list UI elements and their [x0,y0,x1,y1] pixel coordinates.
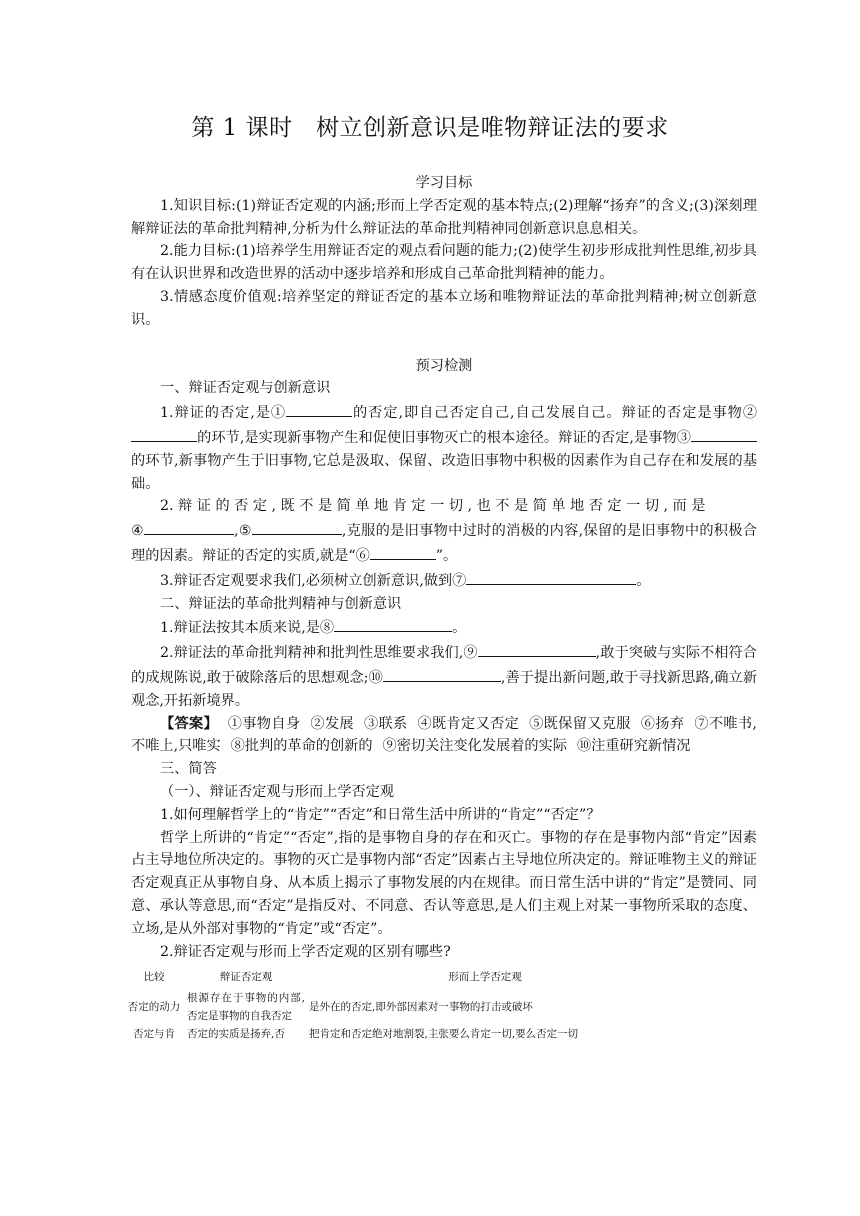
answer-item: ⑥扬弃 [640,715,685,732]
answer-item: ⑧批判的革命的创新的 [230,738,373,755]
question-text: 1.辩证法按其本质来说,是⑧ [160,620,335,637]
subsection-heading: （一）、辩证否定观与形而上学否定观 [160,783,395,800]
question-text: 1.辩证的否定,是① [160,405,287,422]
question-text: 2. 辩 证 的 否 定 , 既 不 是 简 单 地 肯 定 一 切 , 也 不 是 简 单 地 否 定 一 切 , 而 是 [160,498,706,515]
question-3 [131,568,757,593]
answer-blank [691,425,757,442]
question-text: ④ [131,523,145,540]
goals-heading: 学习目标 [415,175,473,191]
answer-blank [478,640,596,657]
answer-item: ③联系 [363,715,408,732]
answer-item: ④既肯定又否定 [417,715,520,732]
page-title: 第 1 课时 树立创新意识是唯物辩证法的要求 [191,115,669,141]
goal-item: 1.知识目标:(1)辩证否定观的内涵;形而上学否定观的基本特点;(2)理解“扬弃”的含义;(3)深刻理解辩证法的革命批判精神,分析为什么辩证法的革命批判精神同创新意识息息相关。 [131,197,757,237]
question-text: ,善于提出新问题,敢于寻找新思路,确立新观念,开拓新境界。 [131,669,758,709]
answer-blank [370,543,436,560]
question-text: 。 [452,620,467,637]
answer-blank [286,400,352,417]
table-header-row [123,965,663,989]
table-header: 比较 [143,971,165,984]
question-text: ,克服的是旧事物中过时的消极的内容,保留的是旧事物中的积极合理的因素。辩证的否定的实质,就是“⑥ [131,523,757,564]
section-heading: 一、辩证否定观与创新意识 [160,380,331,397]
table-cell: 否定的动力 [127,1001,181,1014]
table-cell: 把肯定和否定绝对地割裂,主张要么肯定一切,要么否定一切 [309,1028,579,1041]
table-row [123,1025,663,1043]
answer-blank [144,518,234,535]
document-body [127,172,758,1043]
table-row [123,989,663,1025]
question-text: 。 [636,572,651,589]
question-text: ,敢于突破与实际不相符合的成规陈说,敢于破除落后的思想观念;⑩ [131,645,757,686]
answer-blank [466,568,636,585]
question-2 [131,495,757,567]
answer-paragraph: 哲学上所讲的“肯定”“否定”,指的是事物自身的存在和灭亡。事物的存在是事物内部“肯定”因素占主导地位所决定的。事物的灭亡是事物内部“否定”因素占主导地位所决定的。辩证唯物主义的辩证否定观真正从事物自身、从本质上揭示了事物发展的内在规律。而日常生活中讲的“肯定”是赞同、同意、承认等意思,而“否定”是指反对、不同意、否认等意思,是人们主观上对某一事物所采取的态度、立场,是从外部对事物的“肯定”或“否定”。 [131,829,757,937]
preview-heading: 预习检测 [415,357,473,374]
answer-item: ②发展 [310,715,354,732]
answer-blank [334,615,452,632]
answer-label: 【答案】 [160,715,219,732]
section-heading: 二、辩证法的革命批判精神与创新意识 [160,595,402,612]
question-4 [131,615,757,640]
answer-item: ⑦不唯书,不唯上,只唯实 [131,715,757,755]
table-cell: 否定的实质是扬弃,否 [187,1028,285,1041]
question-5 [131,640,757,712]
goal-item: 2.能力目标:(1)培养学生用辩证否定的观点看问题的能力;(2)使学生初步形成批判性思维,初步具有在认识世界和改造世界的活动中逐步培养和形成自己革命批判精神的能力。 [131,243,757,283]
question-text: 3.辩证否定观要求我们,必须树立创新意识,做到⑦ [160,572,467,589]
answer-item: ①事物自身 [227,715,301,732]
question-text: ,⑤ [234,523,252,540]
question-text: 2.辩证法的革命批判精神和批判性思维要求我们,⑨ [160,645,478,662]
table-header: 形而上学否定观 [448,971,522,984]
question-1 [131,400,757,495]
goal-item: 3.情感态度价值观:培养坚定的辩证否定的基本立场和唯物辩证法的革命批判精神;树立创新意识。 [131,288,757,328]
question-text: 的环节,新事物产生于旧事物,它总是汲取、保留、改造旧事物中积极的因素作为自己存在和发展的基础。 [131,452,757,492]
table-cell: 否定与肯 [133,1028,175,1041]
answer-blank [252,518,342,535]
section-heading: 三、简答 [160,761,217,778]
question-text: 的环节,是实现新事物产生和促使旧事物灭亡的根本途径。辩证的否定,是事物③ [197,429,691,446]
answer-blank [383,665,501,682]
answer-key [131,713,757,759]
answer-item: ⑩注重研究新情况 [576,738,691,755]
question-text: 1.如何理解哲学上的“肯定”“否定”和日常生活中所讲的“肯定”“否定”？ [160,806,601,823]
question-text: 2.辩证否定观与形而上学否定观的区别有哪些? [160,943,451,960]
answer-item: ⑨密切关注变化发展着的实际 [382,738,567,755]
table-cell: 根源存在于事物的内部,否定是事物的自我否定 [187,992,305,1023]
table-header: 辩证否定观 [219,971,273,984]
comparison-table [123,965,663,1043]
answer-item: ⑤既保留又克服 [529,715,631,732]
table-cell: 是外在的否定,即外部因素对一事物的打击或破坏 [309,1001,533,1014]
question-text: 的否定,即自己否定自己,自己发展自己。辩证的否定是事物② [352,405,758,422]
question-text: ”。 [435,547,458,564]
answer-blank [131,425,197,442]
